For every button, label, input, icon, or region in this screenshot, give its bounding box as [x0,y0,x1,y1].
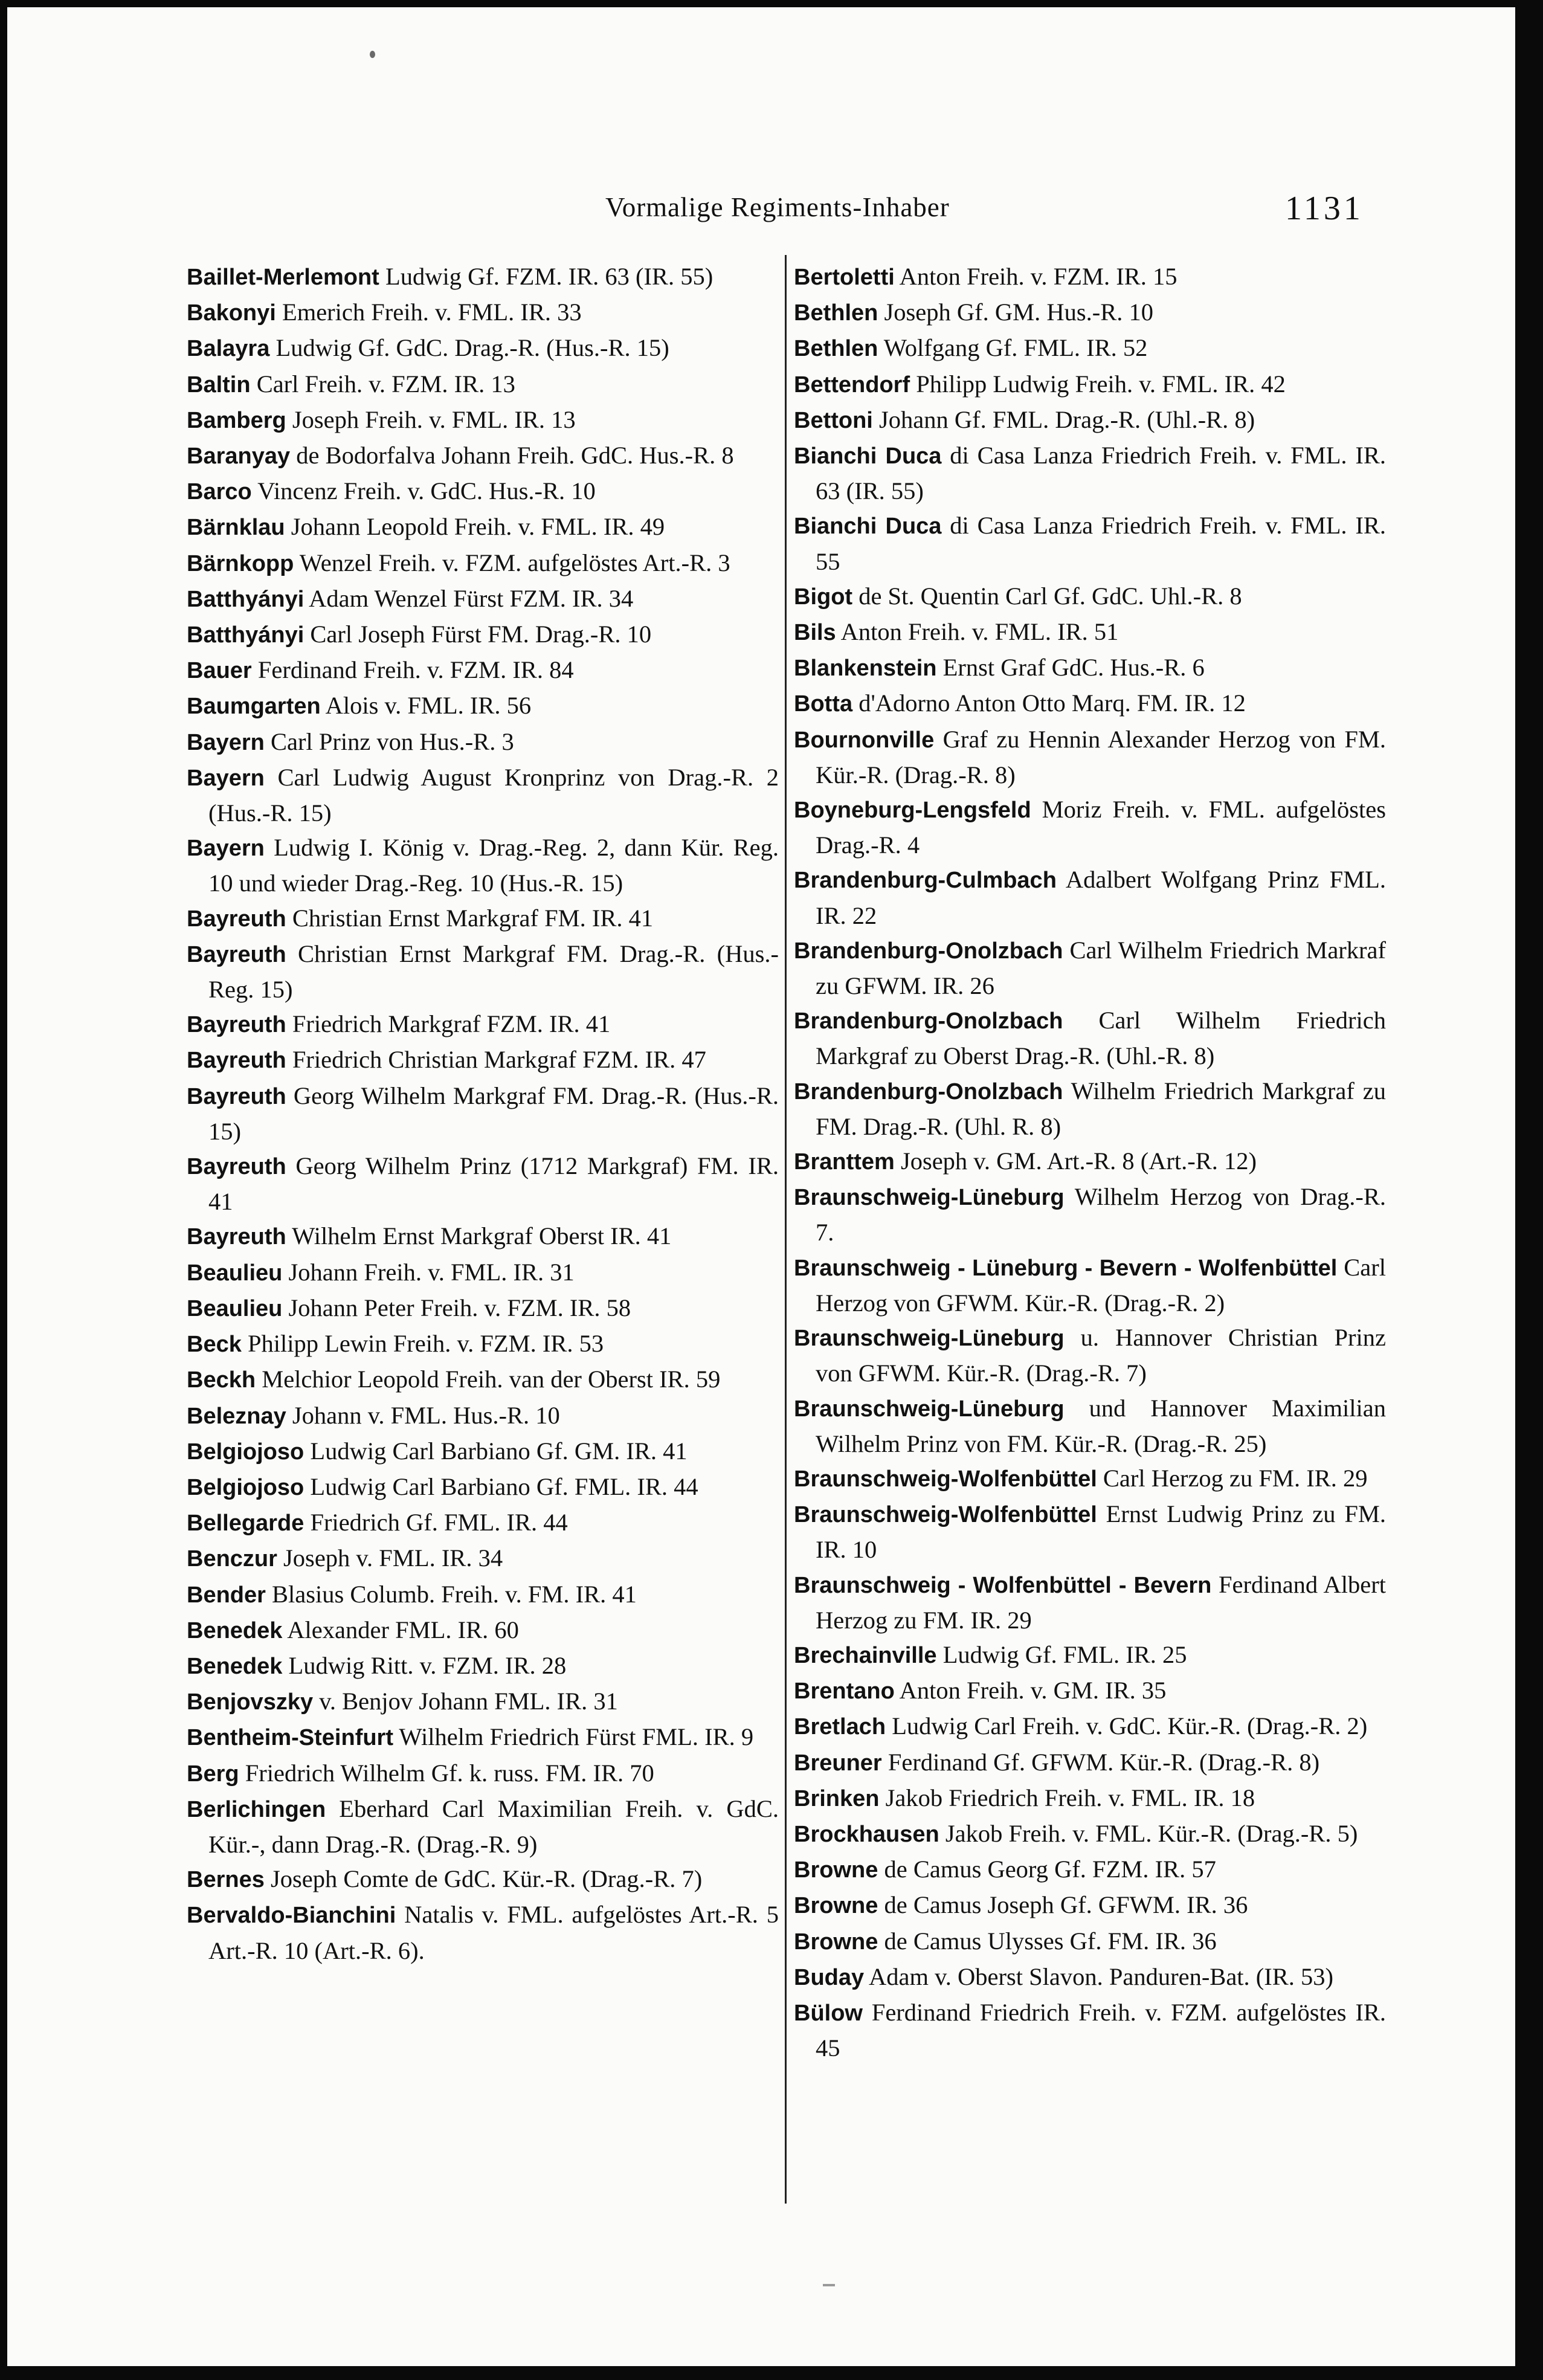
entry-details: und Hannover Maximilian Wilhelm Prinz von FM. Kür.-R. (Drag.-R. 25) [816,1394,1386,1457]
register-entry [794,614,1386,650]
register-entry [187,259,779,295]
entry-details: Ferdinand Albert Herzog zu FM. IR. 29 [816,1570,1386,1634]
entry-details: Christian Ernst Markgraf FM. IR. 41 [286,904,654,932]
register-entry [187,760,779,830]
register-entry [187,402,779,438]
register-entry [794,1497,1386,1567]
entry-name: Browne [794,1857,878,1883]
register-entry [187,1684,779,1720]
entry-name: Berg [187,1761,239,1787]
register-entry [794,1959,1386,1995]
entry-name: Bender [187,1582,266,1608]
entry-name: Brandenburg-Culmbach [794,868,1057,894]
register-entry [794,1567,1386,1637]
register-entry [187,546,779,581]
register-entry [187,1326,779,1362]
entry-details: Georg Wilhelm Markgraf FM. Drag.-R. (Hus.-R. 15) [208,1082,779,1145]
entry-details: de Camus Georg Gf. FZM. IR. 57 [878,1856,1216,1883]
register-entry [187,617,779,653]
entry-details: Adalbert Wolfgang Prinz FML. IR. 22 [816,866,1386,929]
entry-details: Carl Freih. v. FZM. IR. 13 [250,370,515,398]
entry-details: Ernst Graf GdC. Hus.-R. 6 [936,654,1205,682]
entry-name: Buday [794,1964,865,1990]
register-entry [187,724,779,760]
entry-name: Browne [794,1893,878,1919]
register-entry [794,295,1386,331]
register-entry [187,1079,779,1149]
entry-name: Balayra [187,336,270,362]
column-divider [785,255,787,2204]
entry-name: Berlichingen [187,1796,326,1822]
entry-details: Jakob Friedrich Freih. v. FML. IR. 18 [879,1784,1255,1811]
entry-details: Anton Freih. v. FML. IR. 51 [836,618,1119,646]
register-entry [187,1149,779,1219]
register-entry [187,1577,779,1613]
register-entry [187,1434,779,1469]
entry-details: Ludwig I. König v. Drag.-Reg. 2, dann Kür. Reg. 10 und wieder Drag.-Reg. 10 (Hus.-R. 15) [208,834,779,897]
entry-details: Anton Freih. v. GM. IR. 35 [894,1677,1167,1704]
entry-details: Blasius Columb. Freih. v. FM. IR. 41 [265,1580,637,1608]
entry-details: de St. Quentin Carl Gf. GdC. Uhl.-R. 8 [852,582,1242,610]
entry-details: Georg Wilhelm Prinz (1712 Markgraf) FM. IR. 41 [208,1152,779,1216]
entry-details: d'Adorno Anton Otto Marq. FM. IR. 12 [852,689,1246,717]
entry-name: Bentheim-Steinfurt [187,1725,393,1751]
register-entry [794,331,1386,366]
register-entry [794,1924,1386,1959]
entry-details: v. Benjov Johann FML. IR. 31 [313,1688,618,1715]
entry-name: Benedek [187,1653,283,1679]
entry-details: Moriz Freih. v. FML. aufgelöstes Drag.-R. 4 [816,796,1386,859]
entry-details: Carl Herzog zu FM. IR. 29 [1097,1464,1368,1492]
register-entry [187,1756,779,1791]
register-entry [187,1219,779,1254]
entry-details: Natalis v. FML. aufgelöstes Art.-R. 5 Art.-R. 10 (Art.-R. 6). [208,1901,779,1964]
page-number: 1131 [1285,190,1364,227]
entry-details: u. Hannover Christian Prinz von GFWM. Kür.-R. (Drag.-R. 7) [816,1324,1386,1387]
register-entry [794,1144,1386,1179]
register-entry [187,331,779,366]
ink-mark [823,2284,835,2286]
entry-details: Friedrich Markgraf FZM. IR. 41 [286,1010,611,1038]
register-entry [187,1469,779,1505]
entry-name: Bayreuth [187,941,286,967]
register-entry [187,1541,779,1576]
entry-name: Bils [794,620,836,646]
entry-name: Bettoni [794,407,873,433]
register-entry [794,862,1386,932]
register-entry [794,259,1386,295]
entry-details: di Casa Lanza Friedrich Freih. v. FML. IR. 63 (IR. 55) [816,442,1387,505]
register-entry [187,1505,779,1541]
entry-name: Boyneburg-Lengsfeld [794,798,1031,824]
register-entry [187,901,779,937]
entry-name: Braunschweig-Lüneburg [794,1396,1065,1422]
entry-name: Brandenburg-Onolzbach [794,938,1063,964]
entry-details: Ludwig Carl Freih. v. GdC. Kür.-R. (Drag.-R. 2) [886,1712,1368,1740]
entry-details: Wenzel Freih. v. FZM. aufgelöstes Art.-R. 3 [294,549,730,576]
book-page [7,7,1531,2366]
entry-name: Bernes [187,1867,265,1893]
entry-name: Bervaldo-Bianchini [187,1903,396,1929]
entry-name: Browne [794,1929,878,1955]
register-entry [794,686,1386,721]
left-column [187,259,779,1968]
entry-name: Bellegarde [187,1511,304,1537]
entry-details: Johann Peter Freih. v. FZM. IR. 58 [282,1294,631,1321]
register-entry [794,1003,1386,1073]
register-entry [794,508,1386,578]
register-entry [794,402,1386,438]
entry-name: Braunschweig-Wolfenbüttel [794,1502,1097,1528]
right-column [794,259,1386,2065]
entry-details: Ludwig Gf. GdC. Drag.-R. (Hus.-R. 15) [269,334,669,362]
entry-details: Ernst Ludwig Prinz zu FM. IR. 10 [816,1500,1386,1564]
entry-name: Bayreuth [187,1083,286,1109]
entry-details: Graf zu Hennin Alexander Herzog von FM. Kür.-R. (Drag.-R. 8) [816,725,1386,788]
page-header [7,192,1515,228]
entry-name: Baltin [187,372,251,398]
entry-name: Bayreuth [187,1154,286,1180]
entry-details: Wilhelm Friedrich Markgraf zu FM. Drag.-R. (Uhl. R. 8) [816,1077,1386,1140]
entry-details: Ferdinand Gf. GFWM. Kür.-R. (Drag.-R. 8) [881,1748,1320,1776]
register-entry [794,367,1386,402]
entry-details: Ferdinand Freih. v. FZM. IR. 84 [251,656,574,684]
entry-name: Brandenburg-Onolzbach [794,1008,1063,1034]
entry-details: Friedrich Gf. FML. IR. 44 [304,1509,568,1537]
entry-name: Bigot [794,584,853,610]
register-entry [187,1007,779,1042]
entry-details: Ludwig Gf. FZM. IR. 63 (IR. 55) [379,263,714,290]
entry-details: Adam Wenzel Fürst FZM. IR. 34 [304,584,634,612]
entry-name: Bayern [187,729,265,755]
entry-name: Breuner [794,1750,882,1776]
register-entry [794,1816,1386,1852]
entry-details: Alois v. FML. IR. 56 [320,692,532,720]
register-entry [187,1791,779,1862]
entry-details: Wilhelm Ernst Markgraf Oberst IR. 41 [286,1222,672,1250]
entry-name: Blankenstein [794,656,937,682]
entry-name: Brentano [794,1679,895,1704]
entry-name: Bretlach [794,1714,886,1740]
entry-details: Alexander FML. IR. 60 [282,1616,519,1643]
entry-name: Bamberg [187,407,286,433]
entry-details: Anton Freih. v. FZM. IR. 15 [894,263,1177,290]
entry-name: Braunschweig-Wolfenbüttel [794,1466,1097,1492]
entry-details: Ludwig Carl Barbiano Gf. FML. IR. 44 [304,1472,698,1500]
entry-details: Carl Joseph Fürst FM. Drag.-R. 10 [304,621,652,648]
register-entry [187,1897,779,1967]
register-entry [794,933,1386,1003]
entry-name: Bournonville [794,727,935,753]
entry-name: Botta [794,691,853,717]
entry-details: de Camus Ulysses Gf. FM. IR. 36 [878,1927,1217,1955]
entry-details: Wolfgang Gf. FML. IR. 52 [878,334,1148,362]
register-entry [794,722,1386,792]
register-entry [187,1720,779,1755]
entry-details: Wilhelm Friedrich Fürst FML. IR. 9 [393,1723,754,1751]
register-entry [794,1179,1386,1250]
entry-name: Branttem [794,1149,895,1175]
entry-name: Bethlen [794,336,878,362]
entry-name: Benjovszky [187,1689,314,1715]
entry-name: Beckh [187,1367,256,1393]
entry-name: Bayreuth [187,1048,286,1074]
register-entry [187,1398,779,1434]
entry-name: Beleznay [187,1403,286,1429]
entry-details: de Bodorfalva Johann Freih. GdC. Hus.-R. 8 [290,442,734,469]
entry-name: Benczur [187,1546,277,1572]
entry-name: Bettendorf [794,372,910,398]
entry-name: Brandenburg-Onolzbach [794,1079,1063,1105]
entry-name: Baillet-Merlemont [187,265,379,290]
register-entry [187,688,779,724]
entry-name: Braunschweig - Lüneburg - Bevern - Wolfenbüttel [794,1255,1338,1281]
entry-details: Carl Prinz von Hus.-R. 3 [264,727,514,755]
register-entry [187,830,779,900]
entry-name: Belgiojoso [187,1474,304,1500]
register-entry [187,1613,779,1648]
entry-name: Bianchi Duca [794,443,942,469]
entry-name: Bayreuth [187,1012,286,1038]
entry-name: Baumgarten [187,694,321,720]
register-entry [794,1461,1386,1497]
entry-name: Bakonyi [187,300,276,326]
entry-details: Ludwig Gf. FML. IR. 25 [936,1640,1187,1668]
register-entry [187,581,779,617]
entry-name: Bayern [187,765,265,791]
entry-details: Jakob Freih. v. FML. Kür.-R. (Drag.-R. 5) [939,1819,1358,1847]
register-entry [794,1745,1386,1781]
entry-name: Bethlen [794,300,878,326]
running-title: Vormalige Regiments-Inhaber [605,192,950,222]
entry-name: Brechainville [794,1642,937,1668]
entry-name: Beaulieu [187,1295,283,1321]
register-entry [187,438,779,474]
register-entry [794,1888,1386,1923]
entry-name: Bayreuth [187,906,286,932]
register-entry [794,1709,1386,1744]
register-entry [794,1995,1386,2065]
entry-details: Ludwig Ritt. v. FZM. IR. 28 [282,1651,567,1679]
entry-details: Johann Leopold Freih. v. FML. IR. 49 [285,513,665,541]
entry-details: Joseph Comte de GdC. Kür.-R. (Drag.-R. 7) [264,1865,703,1893]
entry-details: di Casa Lanza Friedrich Freih. v. FML. IR. 55 [816,512,1387,575]
entry-name: Barco [187,479,252,505]
entry-details: Ludwig Carl Barbiano Gf. GM. IR. 41 [304,1437,688,1465]
register-entry [794,1250,1386,1320]
register-entry [187,367,779,402]
register-entry [187,937,779,1007]
register-entry [187,474,779,509]
register-entry [794,792,1386,862]
entry-name: Brockhausen [794,1821,939,1847]
entry-name: Braunschweig-Lüneburg [794,1185,1065,1211]
entry-name: Bülow [794,2000,863,2026]
entry-name: Bayern [187,836,265,862]
entry-name: Bayreuth [187,1224,286,1250]
entry-details: Carl Ludwig August Kronprinz von Drag.-R. 2 (Hus.-R. 15) [208,763,779,827]
register-entry [794,579,1386,614]
register-entry [187,295,779,331]
entry-name: Batthyányi [187,622,304,648]
entry-details: Joseph v. FML. IR. 34 [277,1544,503,1572]
entry-details: Friedrich Christian Markgraf FZM. IR. 47 [286,1046,706,1074]
register-entry [794,1074,1386,1144]
entry-name: Bianchi Duca [794,514,942,540]
entry-details: Vincenz Freih. v. GdC. Hus.-R. 10 [251,477,596,505]
entry-details: Philipp Lewin Freih. v. FZM. IR. 53 [241,1330,604,1358]
entry-name: Bärnklau [187,515,285,541]
ink-spot [370,51,375,58]
entry-name: Beck [187,1332,242,1358]
entry-name: Bauer [187,658,252,684]
entry-name: Baranyay [187,443,291,469]
entry-name: Benedek [187,1617,283,1643]
entry-details: de Camus Joseph Gf. GFWM. IR. 36 [878,1891,1248,1919]
entry-details: Christian Ernst Markgraf FM. Drag.-R. (Hus.-Reg. 15) [208,940,779,1004]
entry-name: Beaulieu [187,1260,283,1286]
register-entry [794,1320,1386,1390]
register-entry [187,1291,779,1326]
entry-details: Carl Wilhelm Friedrich Markraf zu GFWM. IR. 26 [816,936,1386,1000]
entry-details: Joseph v. GM. Art.-R. 8 (Art.-R. 12) [894,1147,1257,1175]
entry-details: Eberhard Carl Maximilian Freih. v. GdC. Kür.-, dann Drag.-R. (Drag.-R. 9) [208,1795,779,1858]
entry-details: Johann v. FML. Hus.-R. 10 [286,1401,560,1429]
register-entry [187,653,779,688]
register-entry [794,1673,1386,1709]
register-entry [794,1852,1386,1888]
register-entry [794,1391,1386,1461]
entry-name: Braunschweig - Wolfenbüttel - Bevern [794,1572,1212,1598]
entry-name: Bärnkopp [187,550,294,576]
entry-name: Batthyányi [187,586,304,612]
entry-details: Adam v. Oberst Slavon. Panduren-Bat. (IR. 53) [864,1962,1334,1990]
entry-name: Belgiojoso [187,1439,304,1465]
entry-details: Johann Freih. v. FML. IR. 31 [282,1258,575,1286]
register-entry [187,1255,779,1291]
register-entry [794,650,1386,686]
entry-details: Carl Herzog von GFWM. Kür.-R. (Drag.-R. 2) [816,1253,1386,1317]
entry-details: Joseph Gf. GM. Hus.-R. 10 [878,298,1153,326]
entry-details: Friedrich Wilhelm Gf. k. russ. FM. IR. 70 [239,1759,654,1787]
entry-details: Philipp Ludwig Freih. v. FML. IR. 42 [910,370,1286,398]
register-entry [794,438,1386,508]
entry-details: Joseph Freih. v. FML. IR. 13 [286,405,576,433]
register-entry [187,1648,779,1684]
register-entry [187,1862,779,1897]
entry-details: Melchior Leopold Freih. van der Oberst IR. 59 [256,1366,721,1393]
register-entry [794,1781,1386,1816]
entry-details: Johann Gf. FML. Drag.-R. (Uhl.-R. 8) [872,405,1255,433]
register-entry [187,1042,779,1078]
entry-name: Bertoletti [794,265,895,290]
entry-details: Carl Wilhelm Friedrich Markgraf zu Oberst Drag.-R. (Uhl.-R. 8) [816,1007,1386,1070]
entry-details: Emerich Freih. v. FML. IR. 33 [275,298,582,326]
entry-details: Wilhelm Herzog von Drag.-R. 7. [816,1183,1386,1246]
register-entry [794,1637,1386,1673]
entry-name: Brinken [794,1785,880,1811]
entry-name: Braunschweig-Lüneburg [794,1326,1065,1352]
entry-details: Ferdinand Friedrich Freih. v. FZM. aufgelöstes IR. 45 [816,1998,1386,2062]
register-entry [187,509,779,545]
register-entry [187,1362,779,1398]
